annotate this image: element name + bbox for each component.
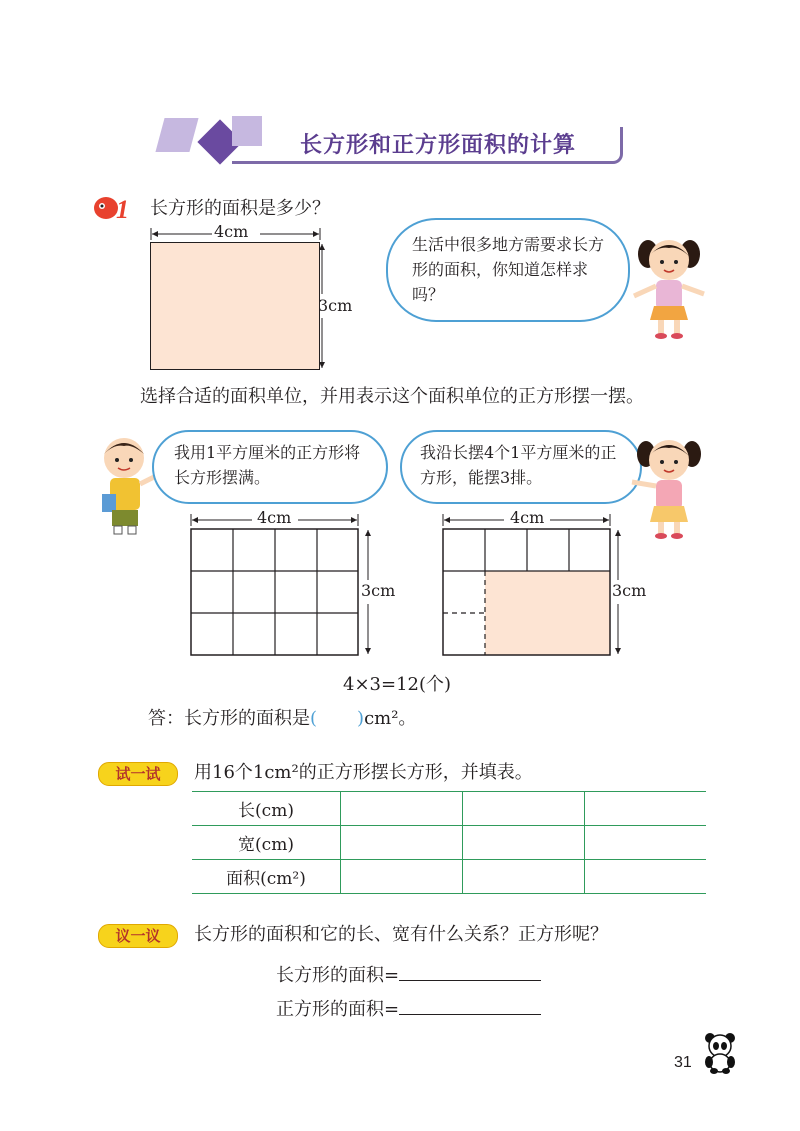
fill-table [192,791,706,894]
square-area-formula: 正方形的面积= [276,994,541,1023]
answer-line [148,706,416,732]
equation: 4×3=12(个) [343,674,452,695]
table-row [192,826,706,860]
rect-area-blank[interactable] [399,960,541,981]
square-area-blank[interactable] [399,994,541,1015]
grid1-height-label: 3cm [361,581,396,600]
answer-unit: cm²。 [364,708,417,729]
example-number-icon [92,192,134,222]
width-label: 4cm [214,222,249,241]
table-row [192,792,706,826]
row-label-width: 宽(cm) [192,826,341,860]
grid1-unit-squares [190,528,360,658]
table-cell[interactable] [585,860,707,894]
svg-text:1: 1 [116,195,129,222]
rectangle-shape [150,242,320,370]
grid2-height-label: 3cm [612,581,647,600]
height-label: 3cm [318,296,353,315]
table-cell[interactable] [585,826,707,860]
instruction-text: 选择合适的面积单位，并用表示这个面积单位的正方形摆一摆。 [140,386,644,407]
example-question: 长方形的面积是多少？ [150,198,330,219]
grid2-row-squares [442,528,612,658]
try-badge: 试一试 [98,762,178,786]
table-cell[interactable] [463,826,585,860]
page-number: 31 [674,1054,692,1071]
girl-illustration [628,232,708,342]
table-cell[interactable] [463,792,585,826]
answer-open-paren: ( [310,708,318,729]
panda-icon [700,1030,740,1074]
try-prompt: 用16个1cm²的正方形摆长方形，并填表。 [194,762,533,783]
girl2-speech: 我沿长摆4个1平方厘米的正方形，能摆3排。 [420,443,617,487]
table-cell[interactable] [341,826,463,860]
grid2-width-label: 4cm [510,508,545,527]
girl-2-illustration [628,432,708,544]
table-cell[interactable] [341,792,463,826]
boy-illustration [92,432,162,542]
table-cell[interactable] [463,860,585,894]
discuss-badge: 议一议 [98,924,178,948]
boy-speech: 我用1平方厘米的正方形将长方形摆满。 [174,443,361,487]
answer-prefix: 答：长方形的面积是 [148,708,310,729]
table-row [192,860,706,894]
table-cell[interactable] [585,792,707,826]
row-label-area: 面积(cm²) [192,860,341,894]
discuss-prompt: 长方形的面积和它的长、宽有什么关系？正方形呢？ [194,924,608,945]
rect-area-formula: 长方形的面积= [276,960,541,989]
page-title: 长方形和正方形面积的计算 [300,132,577,158]
grid1-width-label: 4cm [257,508,292,527]
answer-close-paren: ) [357,708,365,729]
girl-speech: 生活中很多地方需要求长方形的面积，你知道怎样求吗？ [412,235,605,304]
row-label-length: 长(cm) [192,792,341,826]
table-cell[interactable] [341,860,463,894]
